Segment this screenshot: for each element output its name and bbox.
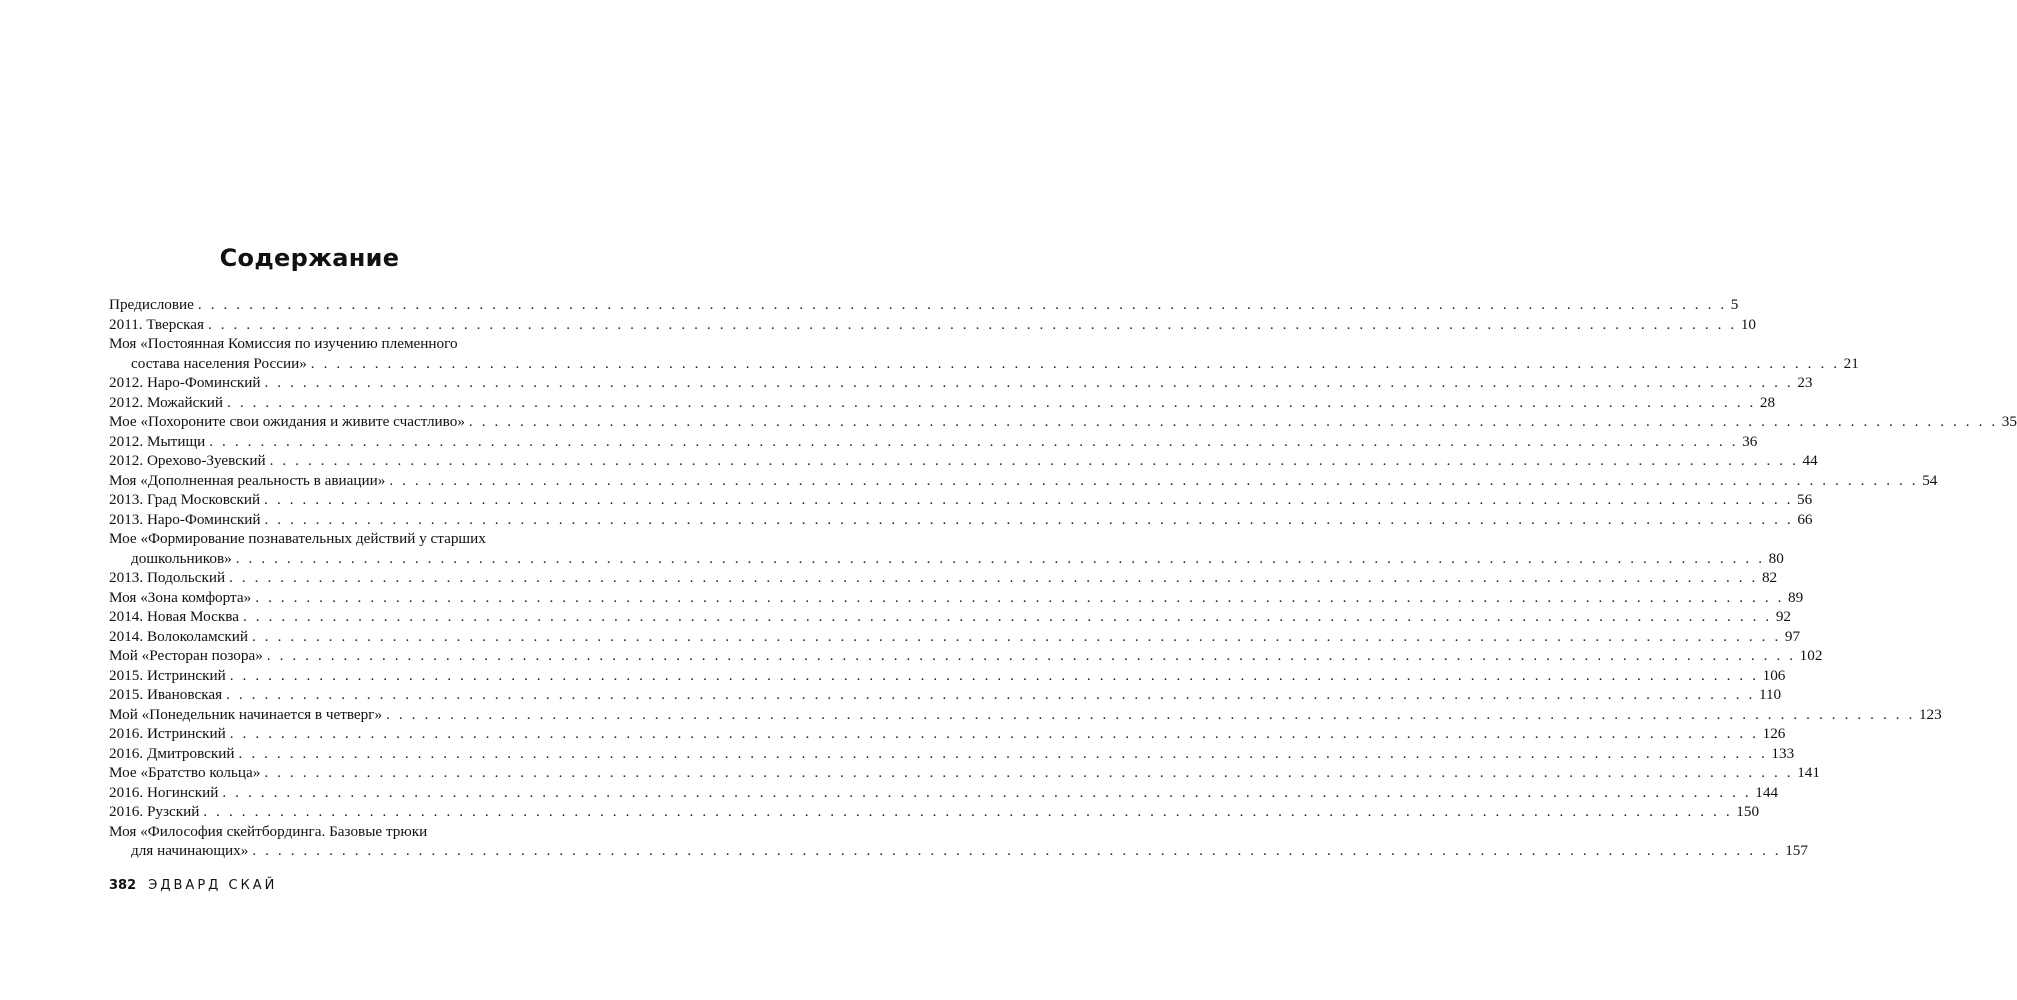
toc-entry-title: 2014. Волоколамский [109, 627, 248, 645]
toc-entry [109, 685, 1782, 705]
toc-page-number: 150 [1736, 803, 1760, 820]
toc-entry-line [109, 607, 1792, 627]
dot-leader: . . . . . . . . . . . . . . . . . . . . . . . . . . . . . . . . . . . . . . . . . . . . . . . . . . . . . . . . . . . . . . . . . . . . . . . . . . . . . . . . . . . . . . . . . . . . . . . . . . . . . . . . . . . . . . . . . . . . . . . . [222, 783, 1752, 801]
dot-leader: . . . . . . . . . . . . . . . . . . . . . . . . . . . . . . . . . . . . . . . . . . . . . . . . . . . . . . . . . . . . . . . . . . . . . . . . . . . . . . . . . . . . . . . . . . . . . . . . . . . . . . . . . . . . . . . . . . . . . . . . [264, 510, 1794, 528]
toc-page-number: 89 [1788, 588, 1804, 606]
toc-entry [109, 724, 1786, 744]
dot-leader: . . . . . . . . . . . . . . . . . . . . . . . . . . . . . . . . . . . . . . . . . . . . . . . . . . . . . . . . . . . . . . . . . . . . . . . . . . . . . . . . . . . . . . . . . . . . . . . . . . . . . . . . . . . . . . . . . . . . . . . . [389, 471, 1919, 489]
toc-entry-line [109, 549, 1784, 569]
toc-entry-title: 2012. Мытищи [109, 432, 206, 450]
toc-entry-title: для начинающих» [131, 842, 249, 859]
toc-entry [109, 627, 1801, 647]
toc-entry-title: дошкольников» [131, 549, 232, 567]
toc-entry-line [109, 763, 1820, 783]
dot-leader: . . . . . . . . . . . . . . . . . . . . . . . . . . . . . . . . . . . . . . . . . . . . . . . . . . . . . . . . . . . . . . . . . . . . . . . . . . . . . . . . . . . . . . . . . . . . . . . . . . . . . . . . . . . . . . . . . . . . . . . . [209, 432, 1739, 450]
toc-entry-title: Моя «Зона комфорта» [109, 588, 252, 606]
toc-entry [109, 783, 1779, 803]
toc-page-number: 10 [1740, 315, 1757, 333]
toc-entry-line [109, 724, 1786, 744]
toc-page-number: 102 [1799, 647, 1823, 664]
toc-entry-line [109, 627, 1801, 647]
toc-page-number: 23 [1797, 374, 1813, 391]
toc-entry [109, 588, 1804, 608]
toc-entry-line [109, 802, 1760, 822]
toc-entry [109, 763, 1820, 783]
toc-entry-line [109, 334, 548, 354]
dot-leader: . . . . . . . . . . . . . . . . . . . . . . . . . . . . . . . . . . . . . . . . . . . . . . . . . . . . . . . . . . . . . . . . . . . . . . . . . . . . . . . . . . . . . . . . . . . . . . . . . . . . . . . . . . . . . . . . . . . . . . . . [207, 315, 1737, 333]
toc-entry [109, 295, 1739, 315]
dot-leader: . . . . . . . . . . . . . . . . . . . . . . . . . . . . . . . . . . . . . . . . . . . . . . . . . . . . . . . . . . . . . . . . . . . . . . . . . . . . . . . . . . . . . . . . . . . . . . . . . . . . . . . . . . . . . . . . . . . . . . . . [468, 413, 1998, 430]
toc-entry-title: 2012. Наро-Фоминский [109, 374, 261, 391]
toc-entry [109, 334, 1859, 373]
toc-entry-title: Мое «Формирование познавательных действий у старших [109, 530, 486, 547]
toc-page-number: 35 [2001, 413, 2017, 430]
toc-entry-line [109, 412, 2017, 432]
toc-entry-title: Моя «Дополненная реальность в авиации» [109, 471, 386, 489]
toc-entry-title: 2015. Ивановская [109, 686, 223, 703]
dot-leader: . . . . . . . . . . . . . . . . . . . . . . . . . . . . . . . . . . . . . . . . . . . . . . . . . . . . . . . . . . . . . . . . . . . . . . . . . . . . . . . . . . . . . . . . . . . . . . . . . . . . . . . . . . . . . . . . . . . . . . . . [251, 627, 1781, 645]
toc-entry [109, 373, 1813, 393]
toc-entry-line [109, 510, 1813, 530]
toc-entry [109, 607, 1792, 627]
toc-entry [109, 471, 1938, 491]
dot-leader: . . . . . . . . . . . . . . . . . . . . . . . . . . . . . . . . . . . . . . . . . . . . . . . . . . . . . . . . . . . . . . . . . . . . . . . . . . . . . . . . . . . . . . . . . . . . . . . . . . . . . . . . . . . . . . . . . . . . . . . . [238, 744, 1768, 762]
toc-entry-line [109, 432, 1758, 452]
running-head-author: ЭДВАРД СКАЙ [148, 878, 278, 893]
dot-leader: . . . . . . . . . . . . . . . . . . . . . . . . . . . . . . . . . . . . . . . . . . . . . . . . . . . . . . . . . . . . . . . . . . . . . . . . . . . . . . . . . . . . . . . . . . . . . . . . . . . . . . . . . . . . . . . . . . . . . . . . [229, 666, 1759, 684]
toc-entry-title: Мое «Братство кольца» [109, 764, 261, 781]
toc-entry-title: 2013. Подольский [109, 569, 226, 586]
page-title: Содержание [219, 244, 400, 272]
toc-page-number: 110 [1758, 686, 1782, 703]
dot-leader: . . . . . . . . . . . . . . . . . . . . . . . . . . . . . . . . . . . . . . . . . . . . . . . . . . . . . . . . . . . . . . . . . . . . . . . . . . . . . . . . . . . . . . . . . . . . . . . . . . . . . . . . . . . . . . . . . . . . . . . . [266, 647, 1796, 664]
toc-entry [109, 646, 1823, 666]
toc-entry-line [109, 744, 1795, 764]
toc-entry-title: 2012. Можайский [109, 393, 224, 411]
toc-entry-line [109, 666, 1786, 686]
toc-page-number: 106 [1762, 666, 1786, 684]
toc-entry-title: Моя «Постоянная Комиссия по изучению племенного [109, 335, 458, 352]
dot-leader: . . . . . . . . . . . . . . . . . . . . . . . . . . . . . . . . . . . . . . . . . . . . . . . . . . . . . . . . . . . . . . . . . . . . . . . . . . . . . . . . . . . . . . . . . . . . . . . . . . . . . . . . . . . . . . . . . . . . . . . . [264, 764, 1794, 781]
toc-entry-title: 2015. Истринский [109, 666, 226, 684]
toc-page-number: 157 [1785, 842, 1808, 859]
toc-entry-line [109, 471, 1938, 491]
toc-page-number: 80 [1768, 549, 1784, 567]
toc-entry-title: Мое «Похороните свои ожидания и живите счастливо» [109, 413, 465, 430]
toc-entry [109, 802, 1760, 822]
dot-leader: . . . . . . . . . . . . . . . . . . . . . . . . . . . . . . . . . . . . . . . . . . . . . . . . . . . . . . . . . . . . . . . . . . . . . . . . . . . . . . . . . . . . . . . . . . . . . . . . . . . . . . . . . . . . . . . . . . . . . . . . [255, 588, 1785, 606]
toc-entry-line [109, 529, 548, 549]
toc-page-number: 36 [1742, 432, 1758, 450]
dot-leader: . . . . . . . . . . . . . . . . . . . . . . . . . . . . . . . . . . . . . . . . . . . . . . . . . . . . . . . . . . . . . . . . . . . . . . . . . . . . . . . . . . . . . . . . . . . . . . . . . . . . . . . . . . . . . . . . . . . . . . . . [264, 374, 1794, 391]
toc-entry-line [109, 373, 1813, 393]
toc-page-number: 133 [1771, 744, 1795, 762]
page-footer [109, 878, 277, 893]
toc-page-number: 97 [1784, 627, 1801, 645]
toc-entry-line [109, 295, 1739, 315]
toc-entry-line [109, 646, 1823, 666]
toc-entry [109, 412, 2017, 432]
toc-entry [109, 510, 1813, 530]
toc-entry-title: 2016. Дмитровский [109, 744, 235, 762]
toc-entry-title: Мой «Понедельник начинается в четверг» [109, 705, 383, 723]
toc-entry [109, 432, 1758, 452]
toc-entry-title: 2013. Наро-Фоминский [109, 510, 261, 528]
toc-entry [109, 451, 1818, 471]
toc-entry-title: Мой «Ресторан позора» [109, 647, 263, 664]
toc-page-number: 54 [1922, 471, 1938, 489]
toc-entry-line [109, 354, 1859, 374]
toc-page-number: 141 [1797, 764, 1820, 781]
toc-entry-title: 2014. Новая Москва [109, 608, 239, 625]
toc-entry [109, 822, 1808, 861]
toc-entry-line [109, 705, 1942, 725]
dot-leader: . . . . . . . . . . . . . . . . . . . . . . . . . . . . . . . . . . . . . . . . . . . . . . . . . . . . . . . . . . . . . . . . . . . . . . . . . . . . . . . . . . . . . . . . . . . . . . . . . . . . . . . . . . . . . . . . . . . . . . . . [386, 705, 1915, 723]
dot-leader: . . . . . . . . . . . . . . . . . . . . . . . . . . . . . . . . . . . . . . . . . . . . . . . . . . . . . . . . . . . . . . . . . . . . . . . . . . . . . . . . . . . . . . . . . . . . . . . . . . . . . . . . . . . . . . . . . . . . . . . . [252, 842, 1782, 859]
table-of-contents [109, 295, 2017, 861]
toc-page-number: 56 [1797, 491, 1813, 508]
toc-entry-title: 2016. Истринский [109, 725, 226, 742]
toc-entry [109, 393, 1776, 413]
dot-leader: . . . . . . . . . . . . . . . . . . . . . . . . . . . . . . . . . . . . . . . . . . . . . . . . . . . . . . . . . . . . . . . . . . . . . . . . . . . . . . . . . . . . . . . . . . . . . . . . . . . . . . . . . . . . . . . . . . . . . . . . [229, 569, 1758, 586]
toc-entry-title: 2012. Орехово-Зуевский [109, 452, 266, 469]
toc-page-number: 144 [1755, 783, 1779, 801]
toc-entry-line [109, 315, 1757, 335]
toc-entry [109, 529, 1784, 568]
toc-entry-line [109, 783, 1779, 803]
toc-entry-title: 2016. Ногинский [109, 783, 219, 801]
toc-entry-line [109, 841, 1808, 861]
toc-entry [109, 568, 1778, 588]
toc-page-number: 28 [1759, 393, 1776, 411]
dot-leader: . . . . . . . . . . . . . . . . . . . . . . . . . . . . . . . . . . . . . . . . . . . . . . . . . . . . . . . . . . . . . . . . . . . . . . . . . . . . . . . . . . . . . . . . . . . . . . . . . . . . . . . . . . . . . . . . . . . . . . . . [242, 608, 1772, 625]
toc-page-number: 66 [1797, 510, 1813, 528]
toc-entry-line [109, 588, 1804, 608]
toc-page-number: 126 [1762, 725, 1786, 742]
toc-entry [109, 490, 1813, 510]
toc-entry-title: 2016. Рузский [109, 803, 200, 820]
toc-entry-line [109, 451, 1818, 471]
toc-page-number: 92 [1775, 608, 1792, 625]
page-number: 382 [109, 878, 137, 893]
dot-leader: . . . . . . . . . . . . . . . . . . . . . . . . . . . . . . . . . . . . . . . . . . . . . . . . . . . . . . . . . . . . . . . . . . . . . . . . . . . . . . . . . . . . . . . . . . . . . . . . . . . . . . . . . . . . . . . . . . . . . . . . [229, 725, 1759, 742]
dot-leader: . . . . . . . . . . . . . . . . . . . . . . . . . . . . . . . . . . . . . . . . . . . . . . . . . . . . . . . . . . . . . . . . . . . . . . . . . . . . . . . . . . . . . . . . . . . . . . . . . . . . . . . . . . . . . . . . . . . . . . . . [226, 686, 1755, 703]
toc-entry-line [109, 685, 1782, 705]
toc-page-number: 44 [1802, 452, 1818, 469]
toc-entry-line [109, 568, 1778, 588]
dot-leader: . . . . . . . . . . . . . . . . . . . . . . . . . . . . . . . . . . . . . . . . . . . . . . . . . . . . . . . . . . . . . . . . . . . . . . . . . . . . . . . . . . . . . . . . . . . . . . . . . . . . . . . . . . . . . . . . . . . . . . . . [310, 354, 1840, 372]
dot-leader: . . . . . . . . . . . . . . . . . . . . . . . . . . . . . . . . . . . . . . . . . . . . . . . . . . . . . . . . . . . . . . . . . . . . . . . . . . . . . . . . . . . . . . . . . . . . . . . . . . . . . . . . . . . . . . . . . . . . . . . . [227, 393, 1756, 411]
toc-entry-title: состава населения России» [131, 354, 307, 372]
toc-page-number: 21 [1843, 354, 1859, 372]
toc-entry [109, 315, 1757, 335]
dot-leader: . . . . . . . . . . . . . . . . . . . . . . . . . . . . . . . . . . . . . . . . . . . . . . . . . . . . . . . . . . . . . . . . . . . . . . . . . . . . . . . . . . . . . . . . . . . . . . . . . . . . . . . . . . . . . . . . . . . . . . . . [197, 296, 1727, 313]
toc-entry-title: 2011. Тверская [109, 315, 204, 333]
toc-entry-line [109, 822, 548, 842]
toc-entry [109, 705, 1942, 725]
dot-leader: . . . . . . . . . . . . . . . . . . . . . . . . . . . . . . . . . . . . . . . . . . . . . . . . . . . . . . . . . . . . . . . . . . . . . . . . . . . . . . . . . . . . . . . . . . . . . . . . . . . . . . . . . . . . . . . . . . . . . . . . [264, 491, 1794, 508]
toc-page-number: 82 [1761, 569, 1778, 586]
toc-page-number: 123 [1918, 705, 1942, 723]
dot-leader: . . . . . . . . . . . . . . . . . . . . . . . . . . . . . . . . . . . . . . . . . . . . . . . . . . . . . . . . . . . . . . . . . . . . . . . . . . . . . . . . . . . . . . . . . . . . . . . . . . . . . . . . . . . . . . . . . . . . . . . . [203, 803, 1733, 820]
toc-entry [109, 666, 1786, 686]
toc-entry-line [109, 490, 1813, 510]
dot-leader: . . . . . . . . . . . . . . . . . . . . . . . . . . . . . . . . . . . . . . . . . . . . . . . . . . . . . . . . . . . . . . . . . . . . . . . . . . . . . . . . . . . . . . . . . . . . . . . . . . . . . . . . . . . . . . . . . . . . . . . . [269, 452, 1799, 469]
toc-entry-title: Предисловие [109, 296, 194, 313]
toc-entry-title: Моя «Философия скейтбординга. Базовые трюки [109, 822, 428, 840]
toc-entry-line [109, 393, 1776, 413]
toc-entry [109, 744, 1795, 764]
dot-leader: . . . . . . . . . . . . . . . . . . . . . . . . . . . . . . . . . . . . . . . . . . . . . . . . . . . . . . . . . . . . . . . . . . . . . . . . . . . . . . . . . . . . . . . . . . . . . . . . . . . . . . . . . . . . . . . . . . . . . . . . [235, 549, 1765, 567]
toc-page-number: 5 [1730, 296, 1739, 313]
toc-entry-title: 2013. Град Московский [109, 491, 261, 508]
